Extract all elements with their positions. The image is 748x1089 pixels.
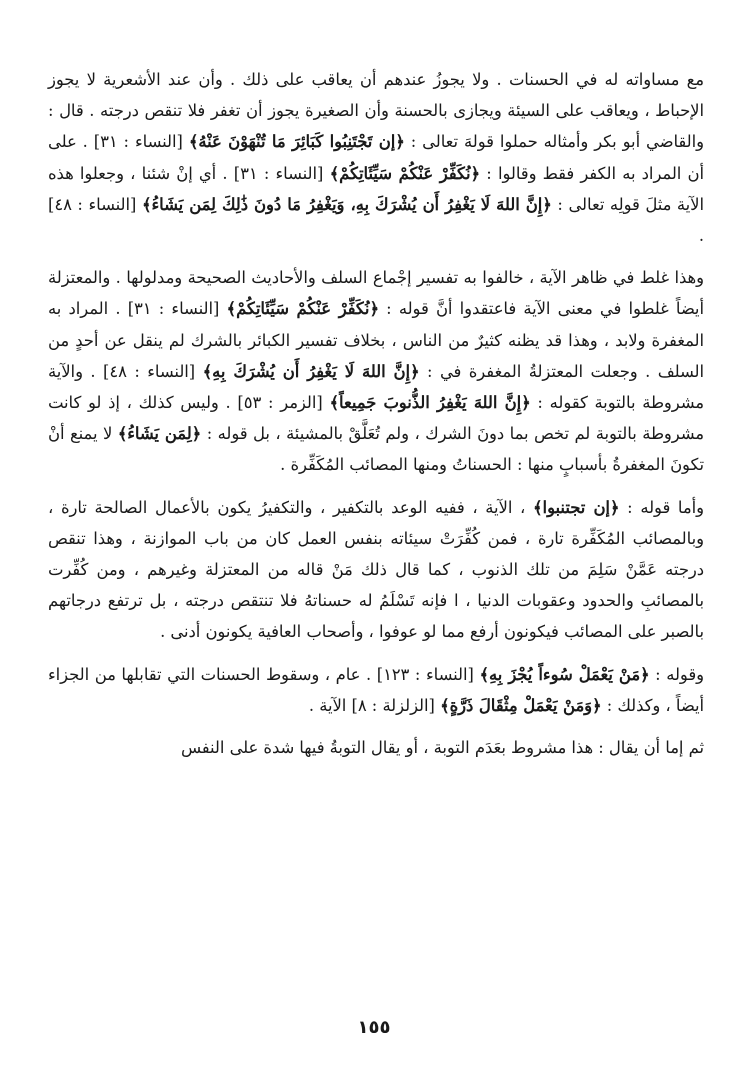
quran-verse: ﴿نُكَفِّرْ عَنْكُمْ سَيِّئَاتِكُمْ﴾ xyxy=(329,163,481,183)
text-segment: مع مساواته له في الحسنات . ولا يجوزُ عندهم أن يعاقب على ذلك . وأن عند الأشعرية لا يجوز الإحباط ، ويعاقب على السيئة ويجازى بالحسنة وأن الصغيرة يجوز أن تغفر فلا تنقص درجته . قال : والقاضي أبو بكر وأمثاله حملوا قولهَ تعالى : xyxy=(48,70,704,152)
page-body xyxy=(48,64,704,763)
quran-verse: ﴿وَمَنْ يَعْمَلْ مِثْقَالَ ذَرَّةٍ﴾ xyxy=(440,695,602,715)
text-segment: [الزلزلة : ٨] الآية . xyxy=(308,695,441,715)
text-segment: وقوله : xyxy=(649,664,704,684)
quran-verse: ﴿إِنَّ اللهَ يَغْفِرُ الذُّنوبَ جَمِيعاً﴾ xyxy=(329,393,531,413)
text-segment: وهذا غلط في ظاهر الآية ، خالفوا به تفسير إجْماع السلف والأحاديث الصحيحة ومدلولها . والمعتزلة أيضاً غلطوا في معنى الآية فاعتقدوا أنَّ قوله : xyxy=(48,268,704,319)
text-segment: لا يمنع أنْ تكونَ المغفرةُ بأسبابٍ منها : الحسناتُ ومنها المصائب المُكَفِّرة . xyxy=(48,424,704,475)
page-number: ١٥٥ xyxy=(357,1017,391,1038)
quran-verse: ﴿إن تَجْتَنِبُوا كَبَائِرَ مَا تُنْهَوْنَ عَنْهُ﴾ xyxy=(188,132,405,152)
paragraph xyxy=(48,492,704,648)
paragraph xyxy=(48,659,704,721)
text-segment: وأما قوله : xyxy=(619,497,704,517)
text-segment: [النساء : ٤٨] . والآية مشروطة بالتوبة كقوله : xyxy=(48,361,704,413)
text-segment: [الزمر : ٥٣] . وليس كذلك ، إذ لو كانت مشروطة بالتوبة لم تخص بما دونَ الشرك ، ولم تُعَلَّقْ بالمشيئة ، بل قوله : xyxy=(48,393,705,444)
text-segment: [النساء : ٣١] . أي إنْ شئنا ، وجعلوا هذه الآية مثلَ قولِه تعالى : xyxy=(48,163,704,214)
quran-verse: ﴿إن تجتنبوا﴾ xyxy=(533,497,620,517)
text-segment: ثم إما أن يقال : هذا مشروط بعَدَم التوبة ، أو يقال التوبةُ فيها شدة على النفس xyxy=(181,738,704,758)
text-segment: [النساء : ٤٨] . xyxy=(48,194,704,246)
text-segment: [النساء : ١٢٣] . عام ، وسقوط الحسنات التي تقابلها من الجزاء أيضاً ، وكذلك : xyxy=(48,664,704,715)
paragraph xyxy=(48,262,704,480)
text-segment: [النساء : ٣١] . المراد به المغفرة ولابد ، وهذا قد يظنه كثيرٌ من الناس ، بخلاف تفسير الكبائر بالشرك لم ينقل عن أحدٍ من السلف . وجعلت المعتزلةُ المغفرة في : xyxy=(48,299,705,381)
quran-verse: ﴿نُكَفِّرْ عَنْكُمْ سَيِّئَاتِكُمْ﴾ xyxy=(226,299,379,319)
quran-verse: ﴿مَنْ يَعْمَلْ سُوءاً يُجْزَ بِهِ﴾ xyxy=(479,664,650,684)
paragraph xyxy=(48,732,704,763)
quran-verse: ﴿لِمَن يَشَاءُ﴾ xyxy=(117,424,202,444)
text-segment: ، الآية ، ففيه الوعد بالتكفير ، والتكفيرُ يكون بالأعمال الصالحة تارة ، وبالمصائب المُكَفِّرة تارة ، فمن كُفِّرَتْ سيئاته بنفس العمل كان من باب الموازنة ، وهذا تنقص درجته عَمَّنْ سَلِمَ من تلك الذنوب ، كما قال ذلك مَنْ قاله من المعتزلة وغيرهم ، ومن كُفِّرت بالمصائبِ والحدود وعقوبات الدنيا ، ا فإنه تَسْلَمُ له حسناتهُ فلا تنتقص درجته ، بل ترتفع درجاتهم بالصبر على المصائب فيكونون أرفع مما لو عوفوا ، وأصحاب العافية يكونون أدنى . xyxy=(48,497,704,642)
quran-verse: ﴿إِنَّ اللهَ لَا يَغْفِرُ أَن يُشْرَكَ بِهِ﴾ xyxy=(202,361,420,381)
text-segment: [النساء : ٣١] . على أن المراد به الكفر فقط وقالوا : xyxy=(48,132,705,183)
paragraph xyxy=(48,64,704,251)
quran-verse: ﴿إِنَّ اللهَ لَا يَغْفِرُ أَن يُشْرَكَ بِهِ، وَيَغْفِرُ مَا دُونَ ذَٰلِكَ لِمَن يَشَاءُ﴾ xyxy=(141,194,552,214)
